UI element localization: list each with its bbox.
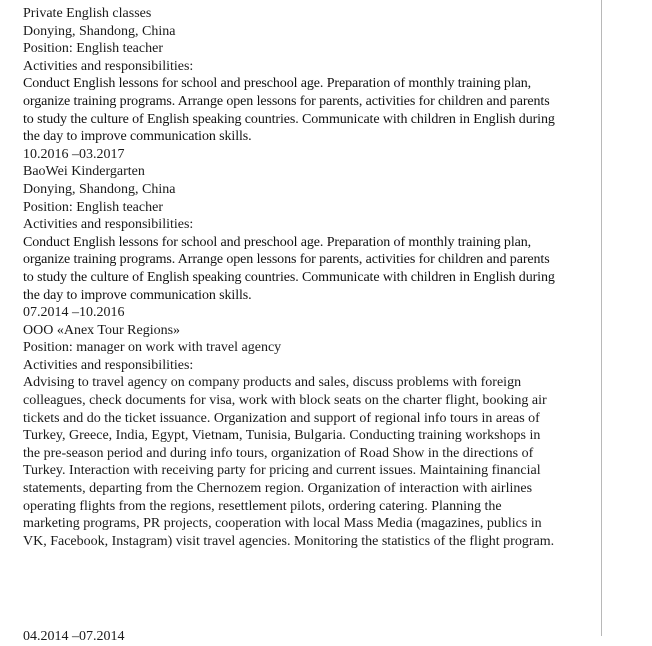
page-edge-divider xyxy=(601,0,602,636)
entry-header: Private English classes xyxy=(23,6,152,21)
entry-activities-label: Activities and responsibilities: xyxy=(23,58,194,74)
entry-position: Position: English teacher xyxy=(23,41,163,57)
entry-position: Position: manager on work with travel agency xyxy=(23,340,282,356)
entry-activities-label: Activities and responsibilities: xyxy=(23,217,194,233)
entry-dates: 10.2016 –03.2017 xyxy=(23,146,125,162)
entry-dates: 07.2014 –10.2016 xyxy=(23,305,125,321)
resume-text xyxy=(23,5,599,550)
entry-activities-label: Activities and responsibilities: xyxy=(23,357,194,373)
entry-organization: OOO «Anex Tour Regions» xyxy=(23,322,181,338)
entry-location: Donying, Shandong, China xyxy=(23,181,176,197)
entry-description: Conduct English lessons for school and preschool age. Preparation of monthly training plan, organize training programs. Arrange open lessons for parents, activities for children and parents to study the culture of English speaking countries. Communicate with children in English during the day to improve communication skills. xyxy=(23,76,555,145)
entry-organization: BaoWei Kindergarten xyxy=(23,164,145,180)
entry-position: Position: English teacher xyxy=(23,199,163,215)
entry-description: Conduct English lessons for school and preschool age. Preparation of monthly training plan, organize training programs. Arrange open lessons for parents, activities for children and parents to study the culture of English speaking countries. Communicate with children in English during the day to improve communication skills. xyxy=(23,234,555,303)
truncated-line: 04.2014 –07.2014 xyxy=(23,629,125,644)
entry-description: Advising to travel agency on company products and sales, discuss problems with foreign colleagues, check documents for visa, work with block seats on the charter flight, booking air tickets and do the ticket issuance. Organization and support of regional info tours in areas of Turkey, Greece, India, Egypt, Vietnam, Tunisia, Bulgaria. Conducting training workshops in the pre-season period and during info tours, organization of Road Show in the directions of Turkey. Interaction with receiving party for pricing and current issues. Maintaining financial statements, departing from the Chernozem region. Organization of interaction with airlines operating flights from the regions, resettlement pilots, ordering catering. Planning the marketing programs, PR projects, cooperation with local Mass Media (magazines, publics in VK, Facebook, Instagram) visit travel agencies. Monitoring the statistics of the flight program. xyxy=(23,375,555,549)
entry-location: Donying, Shandong, China xyxy=(23,23,176,39)
